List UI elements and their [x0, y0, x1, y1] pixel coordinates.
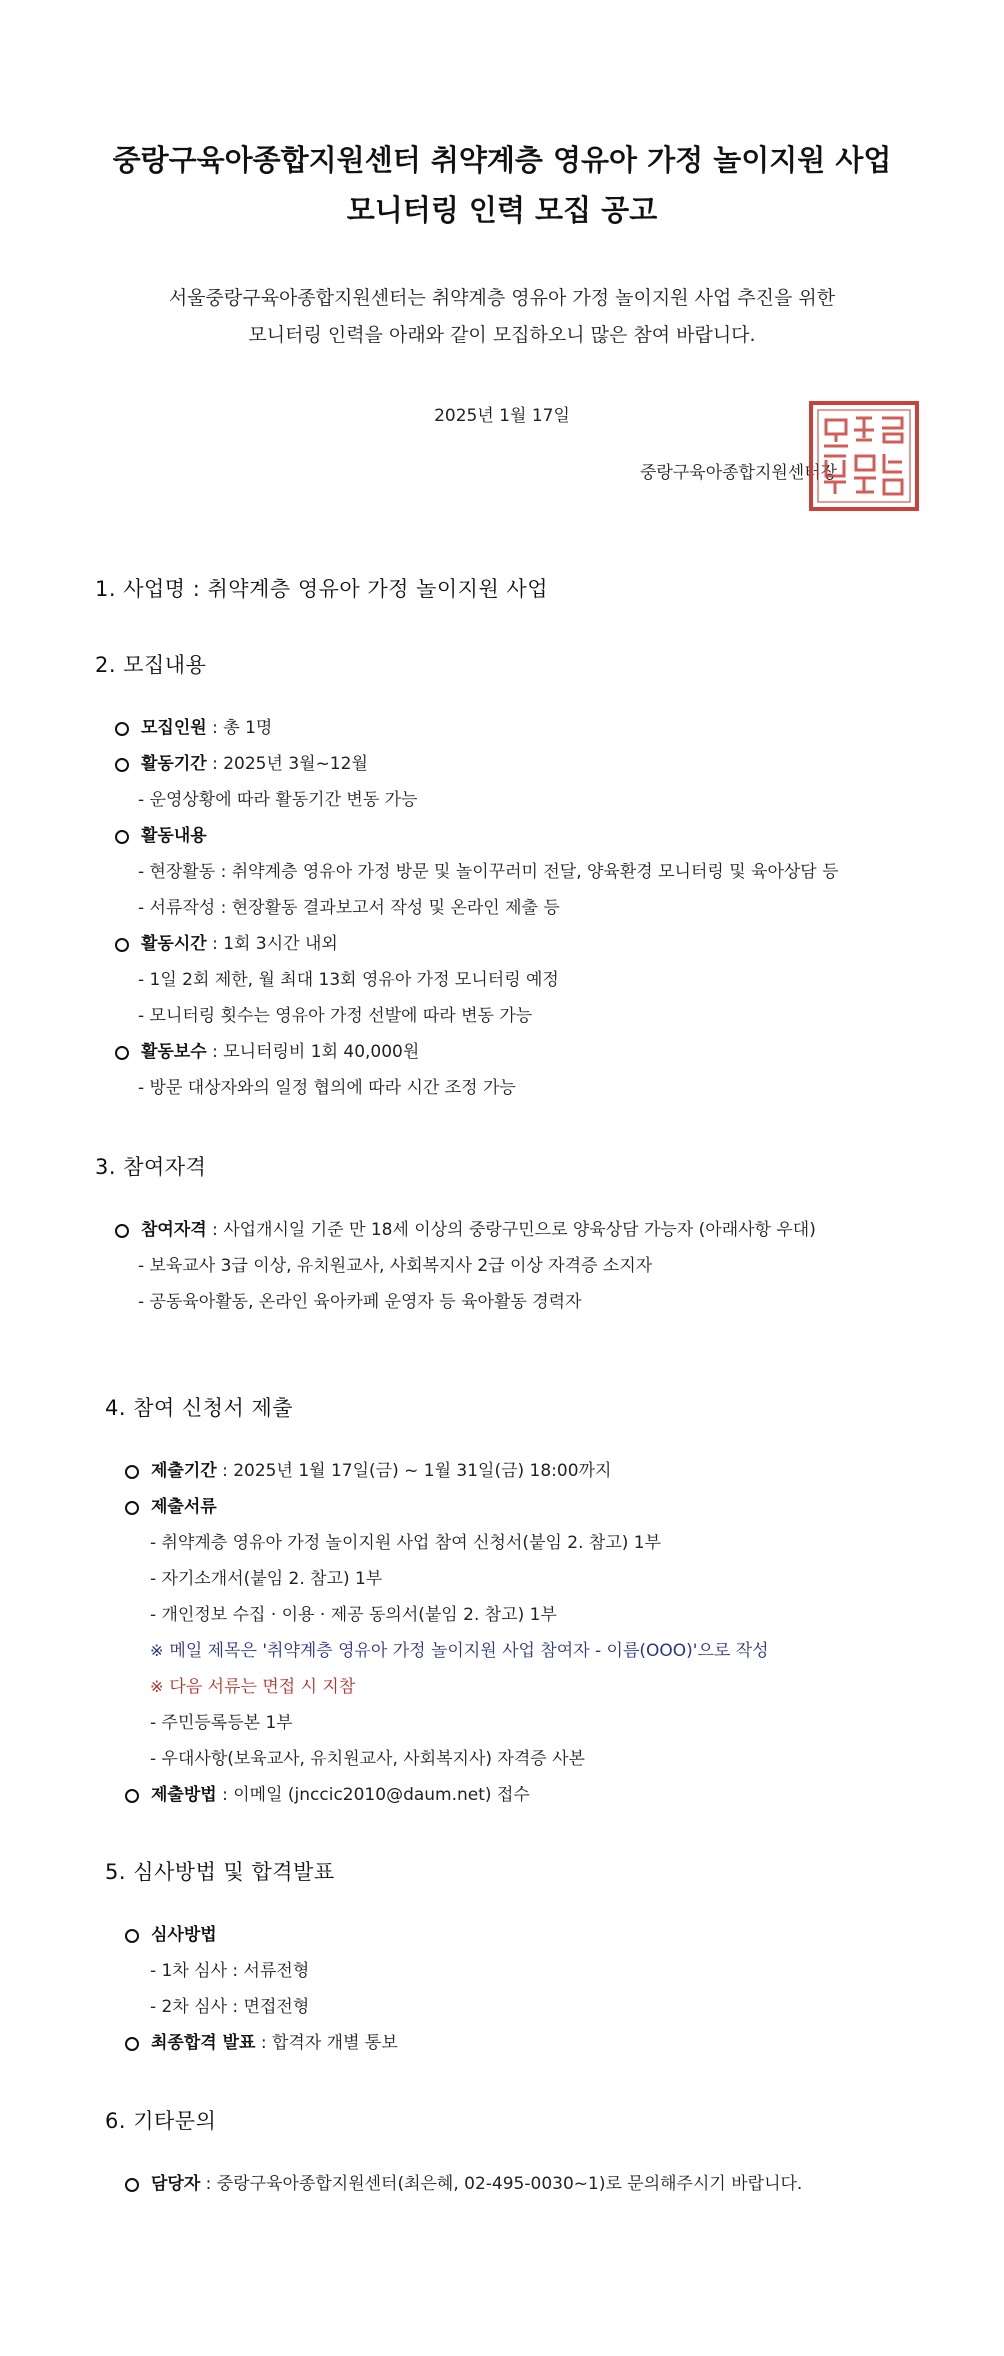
sub-item: - 방문 대상자와의 일정 협의에 따라 시간 조정 가능 [138, 1078, 516, 1098]
sub-item: - 2차 심사 : 면접전형 [150, 1997, 310, 2017]
list-item: 활동내용 [115, 821, 207, 846]
hollow-circle-icon [115, 830, 129, 844]
list-item: 모집인원 : 총 1명 [115, 713, 272, 738]
sub-item: - 현장활동 : 취약계층 영유아 가정 방문 및 놀이꾸러미 전달, 양육환경 모니터링 및 육아상담 등 [138, 862, 839, 882]
list-item: 활동시간 : 1회 3시간 내외 [115, 929, 338, 954]
list-item: 담당자 : 중랑구육아종합지원센터(최은혜, 02-495-0030~1)로 문의해주시기 바랍니다. [125, 2169, 802, 2194]
title-line-1: 중랑구육아종합지원센터 취약계층 영유아 가정 놀이지원 사업 [112, 143, 892, 177]
list-item: 활동기간 : 2025년 3월~12월 [115, 749, 368, 774]
list-item: 활동보수 : 모니터링비 1회 40,000원 [115, 1037, 419, 1062]
hollow-circle-icon [115, 1224, 129, 1238]
sub-item: - 1차 심사 : 서류전형 [150, 1961, 310, 1981]
hollow-circle-icon [125, 1929, 139, 1943]
hollow-circle-icon [125, 2037, 139, 2051]
issuer-name: 중랑구육아종합지원센터장 [640, 463, 838, 483]
list-item: 제출기간 : 2025년 1월 17일(금) ~ 1월 31일(금) 18:00까지 [125, 1456, 611, 1481]
sub-item: - 취약계층 영유아 가정 놀이지원 사업 참여 신청서(붙임 2. 참고) 1부 [150, 1533, 662, 1553]
intro-line-2: 모니터링 인력을 아래와 같이 모집하오니 많은 참여 바랍니다. [248, 324, 756, 346]
section-6-title: 6. 기타문의 [105, 2109, 217, 2133]
list-item: 참여자격 : 사업개시일 기준 만 18세 이상의 중랑구민으로 양육상담 가능자 (아래사항 우대) [115, 1215, 816, 1240]
hollow-circle-icon [125, 1465, 139, 1479]
sub-item: - 보육교사 3급 이상, 유치원교사, 사회복지사 2급 이상 자격증 소지자 [138, 1256, 653, 1276]
hollow-circle-icon [125, 1501, 139, 1515]
list-item: 제출서류 [125, 1492, 217, 1517]
section-1-title: 1. 사업명 : 취약계층 영유아 가정 놀이지원 사업 [95, 577, 548, 601]
sub-item: - 서류작성 : 현장활동 결과보고서 작성 및 온라인 제출 등 [138, 898, 560, 918]
list-item: 제출방법 : 이메일 (jnccic2010@daum.net) 접수 [125, 1780, 530, 1805]
section-2-title: 2. 모집내용 [95, 653, 207, 677]
title-line-2: 모니터링 인력 모집 공고 [346, 193, 658, 227]
sub-item: - 모니터링 횟수는 영유아 가정 선발에 따라 변동 가능 [138, 1006, 533, 1026]
official-seal-icon [808, 400, 920, 512]
sub-item: - 운영상황에 따라 활동기간 변동 가능 [138, 790, 418, 810]
list-item: 최종합격 발표 : 합격자 개별 통보 [125, 2028, 398, 2053]
hollow-circle-icon [115, 1046, 129, 1060]
hollow-circle-icon [125, 1789, 139, 1803]
hollow-circle-icon [115, 758, 129, 772]
intro-line-1: 서울중랑구육아종합지원센터는 취약계층 영유아 가정 놀이지원 사업 추진을 위한 [168, 287, 836, 309]
section-4-title: 4. 참여 신청서 제출 [105, 1396, 294, 1420]
section-5-title: 5. 심사방법 및 합격발표 [105, 1860, 335, 1884]
hollow-circle-icon [115, 722, 129, 736]
hollow-circle-icon [115, 938, 129, 952]
email-subject-note: ※ 메일 제목은 '취약계층 영유아 가정 놀이지원 사업 참여자 - 이름(OOO)'으로 작성 [150, 1641, 769, 1661]
interview-documents-note: ※ 다음 서류는 면접 시 지참 [150, 1677, 356, 1697]
notice-date: 2025년 1월 17일 [434, 406, 570, 426]
hollow-circle-icon [125, 2178, 139, 2192]
sub-item: - 1일 2회 제한, 월 최대 13회 영유아 가정 모니터링 예정 [138, 970, 559, 990]
sub-item: - 개인정보 수집 · 이용 · 제공 동의서(붙임 2. 참고) 1부 [150, 1605, 557, 1625]
sub-item: - 주민등록등본 1부 [150, 1713, 293, 1733]
sub-item: - 공동육아활동, 온라인 육아카페 운영자 등 육아활동 경력자 [138, 1292, 582, 1312]
section-3-title: 3. 참여자격 [95, 1155, 207, 1179]
sub-item: - 자기소개서(붙임 2. 참고) 1부 [150, 1569, 383, 1589]
sub-item: - 우대사항(보육교사, 유치원교사, 사회복지사) 자격증 사본 [150, 1749, 585, 1769]
list-item: 심사방법 [125, 1920, 217, 1945]
